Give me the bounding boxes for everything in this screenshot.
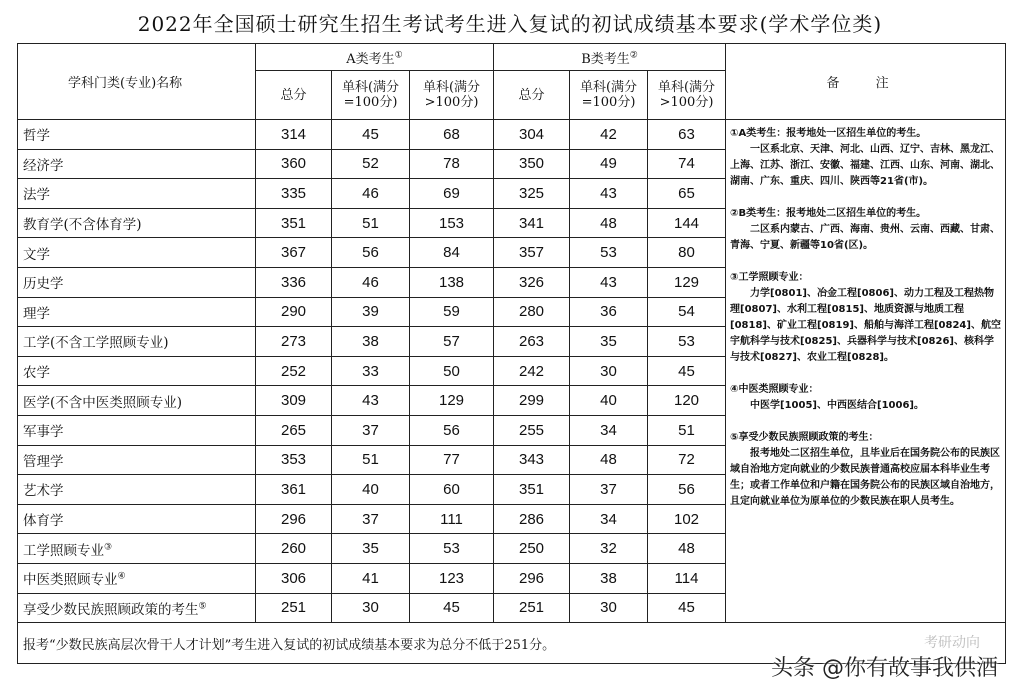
score-b-0: 280 bbox=[494, 297, 570, 327]
remarks-header: 备 注 bbox=[726, 44, 1006, 120]
score-b-2: 48 bbox=[648, 534, 726, 564]
score-b-1: 30 bbox=[570, 356, 648, 386]
remarks-cell bbox=[726, 120, 1006, 623]
remark-note: ②B类考生：报考地处二区招生单位的考生。 二区系内蒙古、广西、海南、贵州、云南、西藏、甘肃、青海、宁夏、新疆等10省(区)。 bbox=[730, 208, 1001, 251]
score-b-0: 351 bbox=[494, 475, 570, 505]
subject-header: 学科门类(专业)名称 bbox=[18, 44, 256, 120]
subject-name: 体育学 bbox=[18, 504, 256, 534]
score-a-2: 84 bbox=[410, 238, 494, 268]
score-b-2: 72 bbox=[648, 445, 726, 475]
score-a-2: 50 bbox=[410, 356, 494, 386]
score-a-2: 60 bbox=[410, 475, 494, 505]
score-a-0: 260 bbox=[256, 534, 332, 564]
score-a-1: 38 bbox=[332, 327, 410, 357]
b-total-header: 总分 bbox=[494, 71, 570, 120]
score-a-0: 252 bbox=[256, 356, 332, 386]
score-b-0: 326 bbox=[494, 267, 570, 297]
score-b-0: 286 bbox=[494, 504, 570, 534]
score-b-0: 357 bbox=[494, 238, 570, 268]
b-singlegt100-header: 单科(满分>100分) bbox=[648, 71, 726, 120]
table-row bbox=[18, 120, 1006, 150]
score-a-0: 296 bbox=[256, 504, 332, 534]
score-a-2: 138 bbox=[410, 267, 494, 297]
score-a-0: 309 bbox=[256, 386, 332, 416]
score-b-0: 341 bbox=[494, 208, 570, 238]
score-b-0: 263 bbox=[494, 327, 570, 357]
subject-name: 历史学 bbox=[18, 267, 256, 297]
score-a-2: 57 bbox=[410, 327, 494, 357]
score-b-2: 45 bbox=[648, 356, 726, 386]
score-b-2: 114 bbox=[648, 563, 726, 593]
score-table bbox=[17, 43, 1006, 664]
score-a-0: 290 bbox=[256, 297, 332, 327]
score-b-2: 53 bbox=[648, 327, 726, 357]
subject-name: 农学 bbox=[18, 356, 256, 386]
score-a-1: 35 bbox=[332, 534, 410, 564]
score-a-1: 40 bbox=[332, 475, 410, 505]
score-a-0: 353 bbox=[256, 445, 332, 475]
score-b-1: 32 bbox=[570, 534, 648, 564]
score-b-1: 43 bbox=[570, 179, 648, 209]
subject-name: 工学(不含工学照顾专业) bbox=[18, 327, 256, 357]
score-a-0: 367 bbox=[256, 238, 332, 268]
subject-name: 军事学 bbox=[18, 415, 256, 445]
score-a-0: 360 bbox=[256, 149, 332, 179]
score-a-1: 33 bbox=[332, 356, 410, 386]
subject-name: 教育学(不含体育学) bbox=[18, 208, 256, 238]
score-a-1: 46 bbox=[332, 179, 410, 209]
score-a-2: 111 bbox=[410, 504, 494, 534]
score-a-2: 153 bbox=[410, 208, 494, 238]
remark-note: ④中医类照顾专业： 中医学[1005]、中西医结合[1006]。 bbox=[730, 384, 924, 411]
score-a-2: 53 bbox=[410, 534, 494, 564]
score-b-2: 120 bbox=[648, 386, 726, 416]
score-a-1: 52 bbox=[332, 149, 410, 179]
score-b-0: 250 bbox=[494, 534, 570, 564]
subject-name: 工学照顾专业③ bbox=[18, 534, 256, 564]
score-b-0: 325 bbox=[494, 179, 570, 209]
subject-name: 享受少数民族照顾政策的考生⑤ bbox=[18, 593, 256, 623]
watermark-secondary: 考研动向 bbox=[924, 635, 980, 651]
group-a-header: A类考生① bbox=[256, 44, 494, 71]
score-b-2: 129 bbox=[648, 267, 726, 297]
score-a-2: 123 bbox=[410, 563, 494, 593]
subject-name: 哲学 bbox=[18, 120, 256, 150]
score-a-2: 45 bbox=[410, 593, 494, 623]
score-a-0: 265 bbox=[256, 415, 332, 445]
score-a-0: 335 bbox=[256, 179, 332, 209]
score-b-1: 48 bbox=[570, 445, 648, 475]
score-a-0: 351 bbox=[256, 208, 332, 238]
score-a-0: 273 bbox=[256, 327, 332, 357]
score-b-2: 144 bbox=[648, 208, 726, 238]
b-single100-header: 单科(满分=100分) bbox=[570, 71, 648, 120]
footer-note: 报考“少数民族高层次骨干人才计划”考生进入复试的初试成绩基本要求为总分不低于251分。 bbox=[18, 623, 1006, 664]
subject-name: 中医类照顾专业④ bbox=[18, 563, 256, 593]
score-b-1: 36 bbox=[570, 297, 648, 327]
subject-name: 经济学 bbox=[18, 149, 256, 179]
score-b-1: 53 bbox=[570, 238, 648, 268]
score-a-2: 59 bbox=[410, 297, 494, 327]
group-b-header: B类考生② bbox=[494, 44, 726, 71]
score-a-2: 129 bbox=[410, 386, 494, 416]
a-total-header: 总分 bbox=[256, 71, 332, 120]
score-a-2: 56 bbox=[410, 415, 494, 445]
score-a-1: 43 bbox=[332, 386, 410, 416]
score-b-0: 343 bbox=[494, 445, 570, 475]
score-b-2: 102 bbox=[648, 504, 726, 534]
a-single100-header: 单科(满分=100分) bbox=[332, 71, 410, 120]
subject-name: 文学 bbox=[18, 238, 256, 268]
a-singlegt100-header: 单科(满分>100分) bbox=[410, 71, 494, 120]
score-b-0: 242 bbox=[494, 356, 570, 386]
score-b-1: 40 bbox=[570, 386, 648, 416]
score-b-2: 65 bbox=[648, 179, 726, 209]
score-b-0: 350 bbox=[494, 149, 570, 179]
score-b-1: 49 bbox=[570, 149, 648, 179]
score-b-1: 34 bbox=[570, 504, 648, 534]
score-a-1: 56 bbox=[332, 238, 410, 268]
score-b-0: 251 bbox=[494, 593, 570, 623]
page-title: 2022年全国硕士研究生招生考试考生进入复试的初试成绩基本要求(学术学位类) bbox=[137, 12, 883, 36]
score-a-1: 37 bbox=[332, 415, 410, 445]
score-a-2: 68 bbox=[410, 120, 494, 150]
subject-name: 理学 bbox=[18, 297, 256, 327]
score-a-0: 306 bbox=[256, 563, 332, 593]
score-b-1: 42 bbox=[570, 120, 648, 150]
subject-name: 医学(不含中医类照顾专业) bbox=[18, 386, 256, 416]
remark-note: ⑤享受少数民族照顾政策的考生： 报考地处二区招生单位，且毕业后在国务院公布的民族区域自治地方定向就业的少数民族普通高校应届本科毕业生考生；或者工作单位和户籍在国务院公布的民族区域自治地方，且定向就业单位为原单位的少数民族在职人员考生。 bbox=[730, 432, 1001, 507]
score-a-1: 30 bbox=[332, 593, 410, 623]
subject-name: 管理学 bbox=[18, 445, 256, 475]
score-a-2: 69 bbox=[410, 179, 494, 209]
subject-name: 艺术学 bbox=[18, 475, 256, 505]
score-b-2: 56 bbox=[648, 475, 726, 505]
score-a-1: 51 bbox=[332, 208, 410, 238]
score-b-1: 38 bbox=[570, 563, 648, 593]
score-a-1: 41 bbox=[332, 563, 410, 593]
score-a-2: 77 bbox=[410, 445, 494, 475]
score-a-2: 78 bbox=[410, 149, 494, 179]
remark-note: ①A类考生：报考地处一区招生单位的考生。 一区系北京、天津、河北、山西、辽宁、吉林、黑龙江、上海、江苏、浙江、安徽、福建、江西、山东、河南、湖北、湖南、广东、重庆、四川、陕西等21省(市)。 bbox=[730, 128, 1001, 187]
score-a-0: 314 bbox=[256, 120, 332, 150]
score-b-0: 299 bbox=[494, 386, 570, 416]
score-b-2: 45 bbox=[648, 593, 726, 623]
score-b-2: 51 bbox=[648, 415, 726, 445]
score-b-1: 30 bbox=[570, 593, 648, 623]
score-a-1: 45 bbox=[332, 120, 410, 150]
score-b-2: 74 bbox=[648, 149, 726, 179]
score-b-2: 63 bbox=[648, 120, 726, 150]
subject-name: 法学 bbox=[18, 179, 256, 209]
score-a-0: 251 bbox=[256, 593, 332, 623]
score-b-1: 34 bbox=[570, 415, 648, 445]
score-b-0: 296 bbox=[494, 563, 570, 593]
score-b-2: 80 bbox=[648, 238, 726, 268]
score-b-2: 54 bbox=[648, 297, 726, 327]
score-b-1: 48 bbox=[570, 208, 648, 238]
score-a-1: 39 bbox=[332, 297, 410, 327]
score-b-0: 304 bbox=[494, 120, 570, 150]
score-a-1: 51 bbox=[332, 445, 410, 475]
watermark: 头条 @你有故事我供酒 bbox=[771, 656, 998, 681]
remark-note: ③工学照顾专业： 力学[0801]、冶金工程[0806]、动力工程及工程热物理[0807]、水利工程[0815]、地质资源与地质工程[0818]、矿业工程[0819]、船舶与海洋工程[0824]、航空宇航科学与技术[0825]、兵器科学与技术[0826]、核科学与技术[0827]、农业工程[0828]。 bbox=[730, 272, 1001, 363]
score-b-1: 35 bbox=[570, 327, 648, 357]
score-b-1: 37 bbox=[570, 475, 648, 505]
score-a-0: 361 bbox=[256, 475, 332, 505]
score-b-0: 255 bbox=[494, 415, 570, 445]
score-a-0: 336 bbox=[256, 267, 332, 297]
score-a-1: 46 bbox=[332, 267, 410, 297]
score-b-1: 43 bbox=[570, 267, 648, 297]
score-a-1: 37 bbox=[332, 504, 410, 534]
